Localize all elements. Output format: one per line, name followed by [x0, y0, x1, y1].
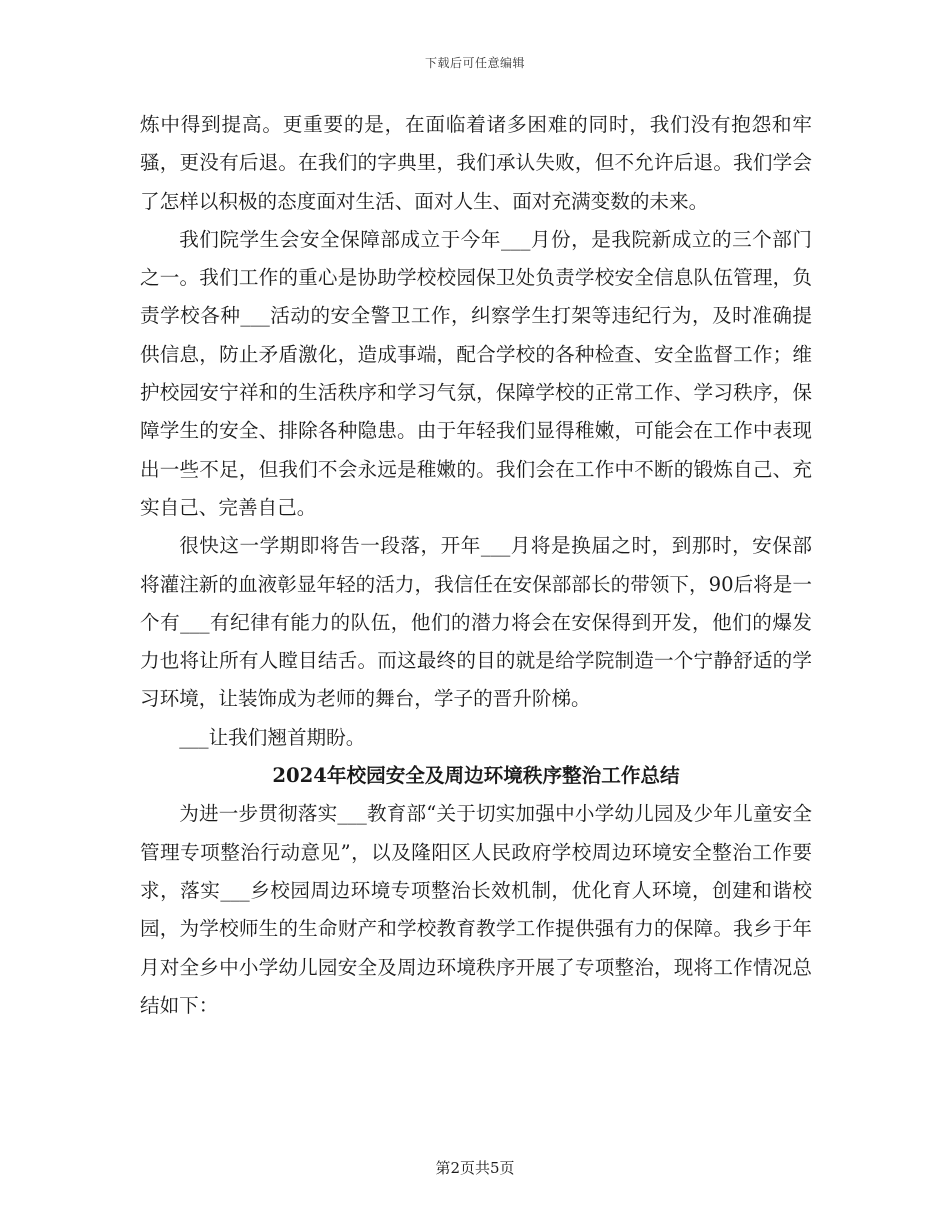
paragraph-security-department: 我们院学生会安全保障部成立于今年___月份，是我院新成立的三个部门之一。我们工作的重心是协助学校校园保卫处负责学校安全信息队伍管理，负责学校各种___活动的安全警卫工作，纠察学生打架等违纪行为，及时准确提供信息，防止矛盾激化，造成事端，配合学校的各种检查、安全监督工作；维护校园安宁祥和的生活秩序和学习气氛，保障学校的正常工作、学习秩序，保障学生的安全、排除各种隐患。由于年轻我们显得稚嫩，可能会在工作中表现出一些不足，但我们不会永远是稚嫩的。我们会在工作中不断的锻炼自己、充实自己、完善自己。	[140, 227, 812, 519]
paragraph-continuation: 炼中得到提高。更重要的是，在面临着诸多困难的同时，我们没有抱怨和牢骚，更没有后退。在我们的字典里，我们承认失败，但不允许后退。我们学会了怎样以积极的态度面对生活、面对人生、面对充满变数的未来。	[140, 113, 812, 213]
paragraph-closing: ___让我们翘首期盼。	[179, 725, 366, 749]
paragraph-transition: 很快这一学期即将告一段落，开年___月将是换届之时，到那时，安保部将灌注新的血液彰显年轻的活力，我信任在安保部部长的带领下，90后将是一个有___有纪律有能力的队伍，他们的潜力将会在安保得到开发，他们的爆发力也将让所有人瞠目结舌。而这最终的目的就是给学院制造一个宁静舒适的学习环境，让装饰成为老师的舞台，学子的晋升阶梯。	[140, 534, 812, 711]
document-body	[140, 106, 812, 1025]
section-title: 2024年校园安全及周边环境秩序整治工作总结	[272, 764, 680, 788]
page-header-note: 下载后可任意编辑	[424, 56, 525, 70]
paragraph-section-intro: 为进一步贯彻落实___教育部“关于切实加强中小学幼儿园及少年儿童安全管理专项整治行动意见”，以及隆阳区人民政府学校周边环境安全整治工作要求，落实___乡校园周边环境专项整治长效机制，优化育人环境，创建和谐校园，为学校师生的生命财产和学校教育教学工作提供强有力的保障。我乡于年月对全乡中小学幼儿园安全及周边环境秩序开展了专项整治，现将工作情况总结如下：	[140, 802, 812, 1017]
page-number: 第2页共5页	[435, 1159, 515, 1177]
